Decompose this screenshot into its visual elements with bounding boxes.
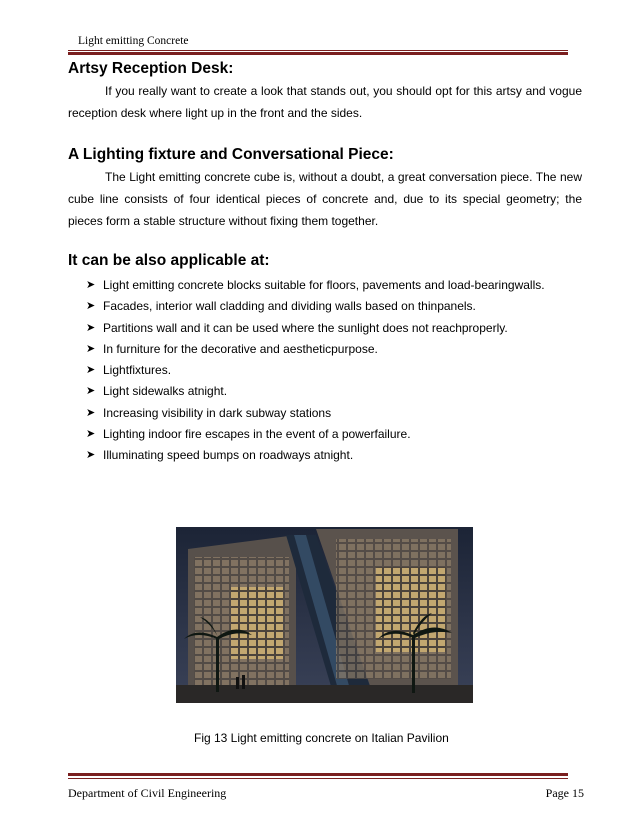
list-item: ➤ Light emitting concrete blocks suitable for floors, pavements and load-bearingwalls.: [86, 275, 582, 296]
header-rule-thick: [68, 52, 568, 55]
list-item: ➤ Increasing visibility in dark subway stations: [86, 403, 582, 424]
list-item: ➤ Facades, interior wall cladding and dividing walls based on thinpanels.: [86, 296, 582, 317]
arrow-bullet-icon: ➤: [86, 342, 96, 355]
arrow-bullet-icon: ➤: [86, 385, 96, 398]
figure-caption: Fig 13 Light emitting concrete on Italian Pavilion: [194, 731, 449, 745]
footer-department: Department of Civil Engineering: [68, 786, 227, 800]
section-lighting-fixture: [68, 144, 582, 232]
list-item: ➤ Lighting indoor fire escapes in the event of a powerfailure.: [86, 424, 582, 445]
section-body: The Light emitting concrete cube is, without a doubt, a great conversation piece. The new cube line consists of four identical pieces of concrete and, due to its special geometry; the pieces form a stable structure without fixing them together.: [68, 170, 582, 228]
list-item: ➤ Partitions wall and it can be used where the sunlight does not reachproperly.: [86, 318, 582, 339]
arrow-bullet-icon: ➤: [86, 364, 96, 377]
footer-rule-thick: [68, 773, 568, 776]
list-item: ➤ Illuminating speed bumps on roadways atnight.: [86, 445, 582, 466]
section-applications: [68, 250, 582, 467]
arrow-bullet-icon: ➤: [86, 428, 96, 441]
application-list: [68, 275, 582, 467]
running-header: Light emitting Concrete: [78, 35, 189, 47]
header-rule-thin: [68, 50, 568, 51]
arrow-bullet-icon: ➤: [86, 321, 96, 334]
pavilion-illustration: [176, 527, 473, 703]
footer-rule-thin: [68, 778, 568, 779]
section-heading: It can be also applicable at:: [68, 252, 270, 269]
section-heading: A Lighting fixture and Conversational Piece:: [68, 146, 394, 163]
page-content: [68, 58, 582, 467]
list-item: ➤ Lightfixtures.: [86, 360, 582, 381]
section-body: If you really want to create a look that stands out, you should opt for this artsy and vogue reception desk where light up in the front and the sides.: [68, 84, 582, 120]
arrow-bullet-icon: ➤: [86, 279, 96, 291]
arrow-bullet-icon: ➤: [86, 300, 96, 313]
list-item: ➤ In furniture for the decorative and aestheticpurpose.: [86, 339, 582, 360]
arrow-bullet-icon: ➤: [86, 406, 96, 419]
list-item: ➤ Light sidewalks atnight.: [86, 381, 582, 402]
arrow-bullet-icon: ➤: [86, 449, 96, 462]
page-number: Page 15: [545, 786, 584, 800]
section-heading: Artsy Reception Desk:: [68, 60, 234, 77]
pavilion-photo: [176, 527, 473, 703]
section-reception-desk: [68, 58, 582, 124]
